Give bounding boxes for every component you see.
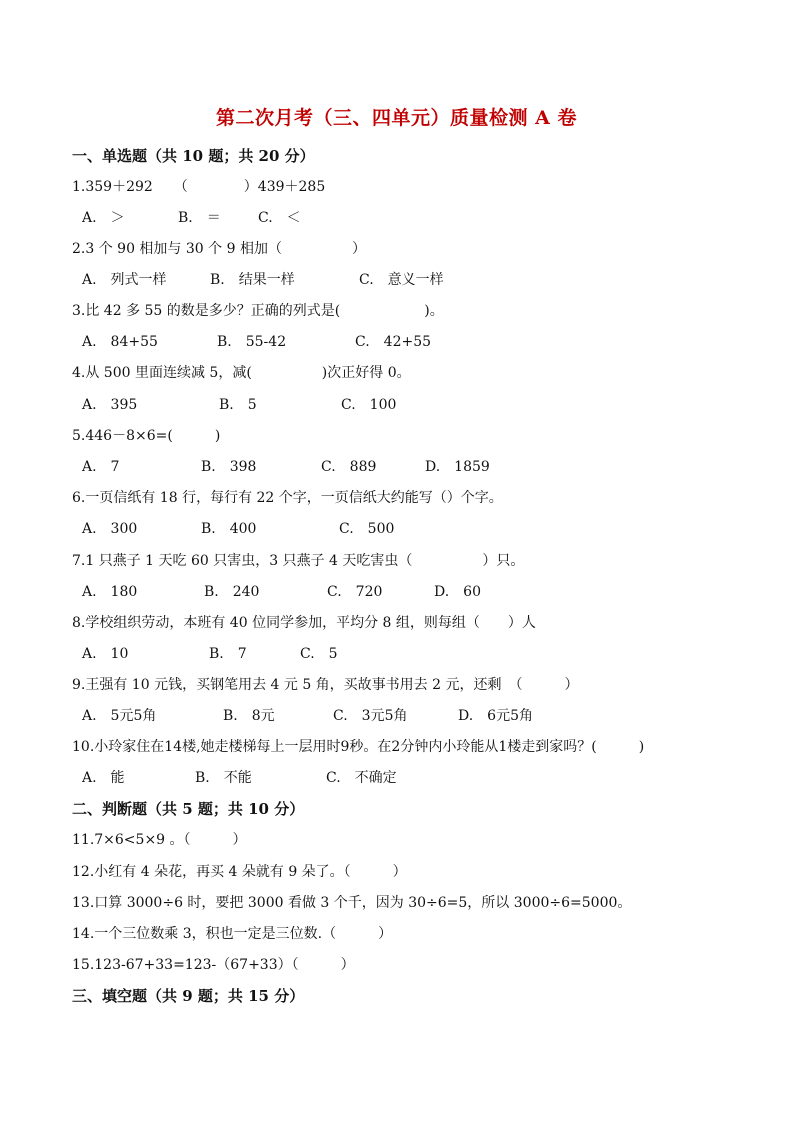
question-3: 3.比 42 多 55 的数是多少？正确的列式是( )。 [72,303,444,319]
option-b[interactable]: B. 8元 [223,708,275,724]
option-c[interactable]: C. 不确定 [326,770,397,786]
judgment-12: 12.小红有 4 朵花，再买 4 朵就有 9 朵了。（ ） [72,864,407,880]
option-b[interactable]: B. 不能 [195,770,252,786]
judgment-11: 11.7×6<5×9 。（ ） [72,832,247,848]
option-c[interactable]: C. 3元5角 [333,708,408,724]
question-10: 10.小玲家住在14楼,她走楼梯每上一层用时9秒。在2分钟内小玲能从1楼走到家吗？( ) [72,739,645,755]
option-b[interactable]: B. 7 [209,646,247,662]
option-c[interactable]: C. 5 [300,646,338,662]
option-b[interactable]: B. 400 [201,521,257,537]
option-d[interactable]: D. 60 [434,584,481,600]
question-1: 1.359＋292 （ ）439＋285 [72,179,326,195]
option-b[interactable]: B. 5 [219,397,257,413]
options-row [82,331,762,351]
option-a[interactable]: A. 5元5角 [82,708,157,724]
option-b[interactable]: B. ＝ [178,210,221,226]
question-4: 4.从 500 里面连续减 5，减( )次正好得 0。 [72,365,411,381]
question-7: 7.1 只燕子 1 天吃 60 只害虫，3 只燕子 4 天吃害虫（ ）只。 [72,553,525,569]
option-a[interactable]: A. 7 [82,459,120,475]
option-b[interactable]: B. 结果一样 [210,272,295,288]
section-heading-fill-in: 三、填空题（共 9 题；共 15 分） [72,987,305,1005]
options-row [82,643,762,663]
option-c[interactable]: C. 500 [339,521,395,537]
options-row [82,518,762,538]
options-row [82,456,762,476]
question-9: 9.王强有 10 元钱，买钢笔用去 4 元 5 角，买故事书用去 2 元，还剩 （ ） [72,677,579,693]
option-b[interactable]: B. 240 [204,584,260,600]
judgment-14: 14.一个三位数乘 3，积也一定是三位数.（ ） [72,926,393,942]
options-row [82,394,762,414]
option-b[interactable]: B. 398 [201,459,257,475]
options-row [82,581,762,601]
question-5: 5.446－8×6=( ) [72,428,221,444]
judgment-15: 15.123-67+33=123-（67+33）（ ） [72,957,355,973]
option-c[interactable]: C. 意义一样 [359,272,444,288]
option-a[interactable]: A. 能 [82,770,125,786]
section-heading-true-false: 二、判断题（共 5 题；共 10 分） [72,800,305,818]
exam-title: 第二次月考（三、四单元）质量检测 A 卷 [216,107,577,129]
option-a[interactable]: A. 10 [82,646,129,662]
option-c[interactable]: C. 720 [327,584,383,600]
option-c[interactable]: C. 889 [321,459,377,475]
option-d[interactable]: D. 6元5角 [458,708,533,724]
options-row [82,269,762,289]
option-a[interactable]: A. 180 [82,584,138,600]
option-c[interactable]: C. ＜ [258,210,301,226]
judgment-13: 13.口算 3000÷6 时，要把 3000 看做 3 个千，因为 30÷6=5，所以 3000÷6=5000。 [72,895,632,911]
question-6: 6.一页信纸有 18 行，每行有 22 个字，一页信纸大约能写（）个字。 [72,490,503,506]
section-heading-single-choice: 一、单选题（共 10 题；共 20 分） [72,147,315,165]
option-d[interactable]: D. 1859 [425,459,490,475]
options-row [82,705,762,725]
option-a[interactable]: A. 395 [82,397,138,413]
option-c[interactable]: C. 100 [341,397,397,413]
question-8: 8.学校组织劳动，本班有 40 位同学参加，平均分 8 组，则每组（ ）人 [72,615,536,631]
option-c[interactable]: C. 42+55 [355,334,432,350]
question-2: 2.3 个 90 相加与 30 个 9 相加（ ） [72,241,366,257]
option-a[interactable]: A. 300 [82,521,138,537]
option-a[interactable]: A. 列式一样 [82,272,167,288]
options-row [82,207,762,227]
option-a[interactable]: A. ＞ [82,210,125,226]
options-row [82,767,762,787]
option-b[interactable]: B. 55-42 [217,334,287,350]
option-a[interactable]: A. 84+55 [82,334,158,350]
